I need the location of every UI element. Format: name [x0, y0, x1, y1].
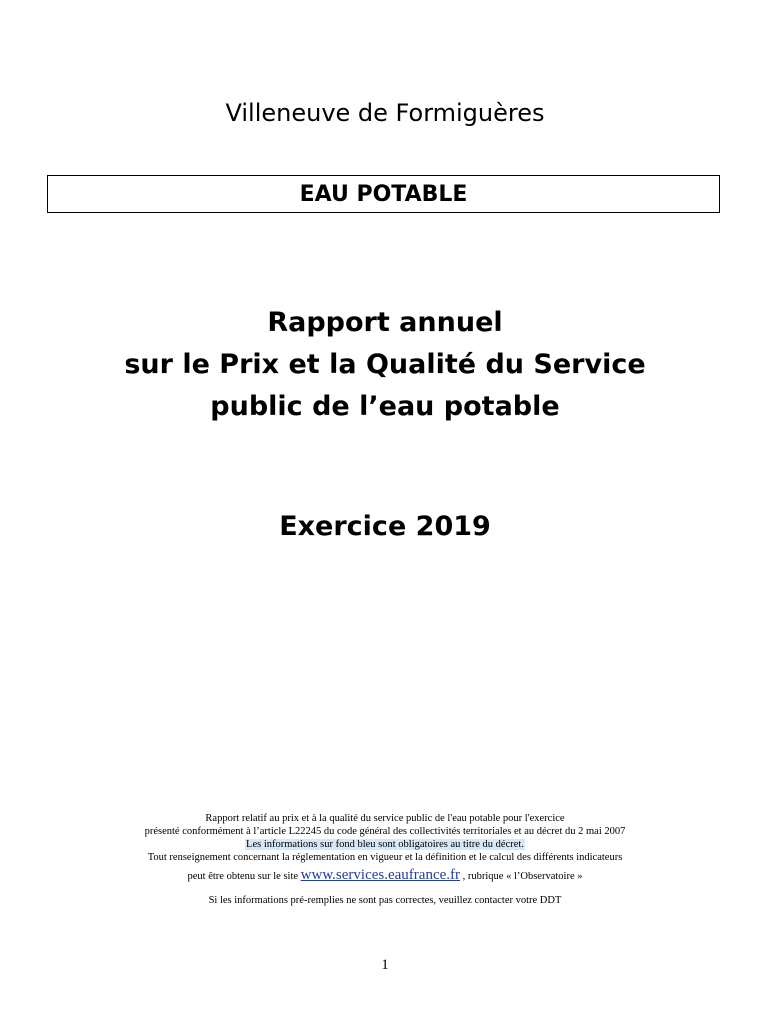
footer-line-legal: présenté conformément à l’article L22245 du code général des collectivités territoriales et au décret du 2 mai 2007: [144, 826, 626, 837]
footer-notice: [0, 812, 770, 907]
exercise-year: Exercice 2019: [279, 511, 491, 542]
site-prefix: peut être obtenu sur le site: [187, 871, 301, 882]
footer-line-report: Rapport relatif au prix et à la qualité du service public de l'eau potable pour l'exercice: [205, 813, 565, 824]
footer-line-highlight-wrapper: [0, 838, 770, 851]
report-title-line-2: sur le Prix et la Qualité du Service: [124, 349, 646, 380]
eaufrance-link[interactable]: www.services.eaufrance.fr: [300, 867, 461, 883]
site-suffix: , rubrique « l’Observatoire »: [460, 871, 583, 882]
service-banner: EAU POTABLE: [47, 175, 720, 213]
report-title-line-1: Rapport annuel: [267, 307, 503, 338]
footer-line-regulation: Tout renseignement concernant la réglementation en vigueur et la définition et le calcul des différents indicateurs: [147, 852, 623, 863]
report-title: [0, 302, 770, 428]
commune-name: Villeneuve de Formiguères: [225, 99, 545, 127]
footer-line-site: [0, 866, 770, 886]
report-title-line-3: public de l’eau potable: [210, 391, 560, 422]
page-number: 1: [381, 957, 389, 973]
mandatory-info-note: Les informations sur fond bleu sont obligatoires au titre du décret.: [246, 839, 524, 850]
footer-line-ddt: Si les informations pré-remplies ne sont pas correctes, veuillez contacter votre DDT: [208, 895, 562, 906]
